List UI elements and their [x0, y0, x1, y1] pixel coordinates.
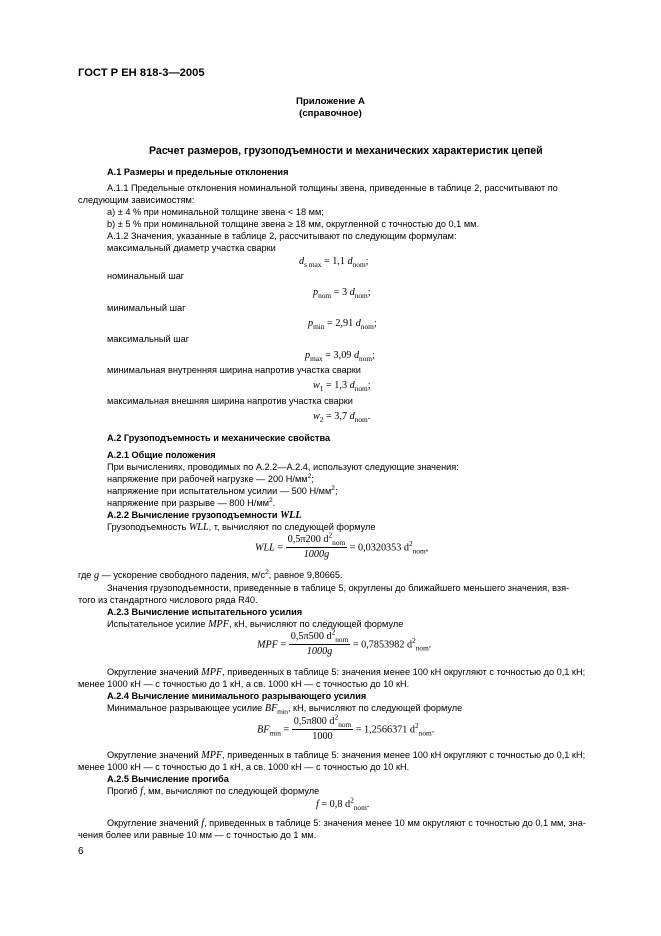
a21-stress-working: напряжение при рабочей нагрузке — 200 $Н/мм^2$;	[107, 472, 314, 484]
a22-note-line1: Значения грузоподъемности, приведенные в таблице 5, округлены до ближайшего меньшего значения, взя-	[107, 583, 570, 593]
a23-rounding-line1: Округление значений MPF, приведенных в таблице 5: значения менее 100 кН округляют с точностью до 0,1 кН;	[107, 667, 586, 678]
a24-paragraph: Минимальное разрывающее усилие $BF_{min}$, кН, вычисляют по следующей формуле	[107, 703, 463, 716]
list-item-a: а) ± 4 % при номинальной толщине звена < 18 мм;	[107, 207, 324, 217]
a25-heading: А.2.5 Вычисление прогиба	[107, 774, 229, 784]
a25-paragraph: Прогиб f, мм, вычисляют по следующей формуле	[107, 786, 320, 797]
formula-ds-max: $d_{s max} = 1,1$ $d_{nom}$;	[299, 256, 369, 270]
label-ds-max: максимальный диаметр участка сварки	[107, 243, 276, 253]
a11-paragraph-line2: следующим зависимостям:	[78, 195, 195, 205]
a24-heading: А.2.4 Вычисление минимального разрывающего усилия	[107, 691, 367, 701]
a11-paragraph-line1: А.1.1 Предельные отклонения номинальной толщины звена, приведенные в таблице 2, рассчитывают по	[107, 183, 558, 193]
a23-rounding-line2: менее 1000 кН — с точностью до 1 кН, а св. 1000 кН — с точностью до 10 кН.	[78, 679, 410, 689]
formula-p-max: $p_{max} = 3,09$ $d_{nom}$;	[305, 350, 375, 364]
a21-heading: А.2.1 Общие положения	[107, 450, 216, 460]
list-item-b: b) ± 5 % при номинальной толщине звена ≥ 18 мм, округленной с точностью до 0,1 мм.	[107, 219, 480, 229]
a24-rounding-line2: менее 1000 кН — с точностью до 1 кН, а св. 1000 кН — с точностью до 10 кН.	[78, 762, 410, 772]
section-a1-heading: А.1 Размеры и предельные отклонения	[107, 167, 289, 177]
label-p-nom: номинальный шаг	[107, 271, 185, 281]
section-a2-heading: А.2 Грузоподъемность и механические свойства	[107, 433, 331, 443]
g-definition: где g — ускорение свободного падения, $м/с^2$, равное 9,80665.	[78, 568, 343, 581]
a22-note-line2: того из стандартного числового ряда R40.	[78, 595, 258, 605]
a22-heading: А.2.2 Вычисление грузоподъемности WLL	[107, 510, 302, 521]
page-number: 6	[78, 846, 84, 857]
a23-paragraph: Испытательное усилие MPF, кН, вычисляют по следующей формуле	[107, 619, 404, 630]
a25-rounding-line2: чения более или равные 10 мм — с точностью до 1 мм.	[78, 830, 317, 840]
formula-mpf: MPF = $\frac{0,5\pi 500 d^2_{nom}}{1000g}$ = 0,7853982 $d^2_{nom}$.	[257, 627, 432, 658]
a24-rounding-line1: Округление значений MPF, приведенных в таблице 5: значения менее 100 кН округляют с точностью до 0,1 кН;	[107, 750, 586, 761]
annex-kind: (справочное)	[299, 108, 362, 119]
standard-header: ГОСТ Р ЕН 818-3—2005	[78, 67, 205, 79]
a21-stress-break: напряжение при разрыве — 800 $Н/мм^2$.	[107, 496, 276, 508]
formula-p-min: $p_{min} = 2,91$ $d_{nom}$;	[308, 318, 377, 332]
a25-rounding-line1: Округление значений f, приведенных в таблице 5: значения менее 10 мм округляют с точностью до 0,1 мм, зна-	[107, 818, 586, 829]
label-p-min: минимальный шаг	[107, 303, 186, 313]
a23-heading: А.2.3 Вычисление испытательного усилия	[107, 607, 303, 617]
a21-paragraph: При вычислениях, проводимых по А.2.2—А.2.4, используют следующие значения:	[107, 462, 459, 472]
formula-w2: $w_2 = 3,7$ $d_{nom}$.	[313, 411, 371, 425]
formula-wll: WLL = $\frac{0,5\pi 200 d^2_{nom}}{1000g}$ = 0,0320353 $d^2_{nom}$,	[255, 530, 429, 561]
a12-paragraph: А.1.2 Значения, указанные в таблице 2, рассчитывают по следующим формулам:	[107, 231, 457, 241]
formula-p-nom: $p_{nom} = 3$ $d_{nom}$;	[313, 287, 371, 301]
label-w2: максимальная внешняя ширина напротив участка сварки	[107, 396, 353, 406]
formula-bf-min: $BF_{min}$ = $\frac{0,5\pi 800 d^2_{nom}}{1000}$ = 1,2566371 $d^2_{nom}$.	[257, 712, 435, 743]
formula-w1: $w_1 = 1,3$ $d_{nom}$;	[313, 380, 371, 394]
annex-title: Приложение А	[296, 96, 365, 107]
formula-f: f = 0,8 $d^2_{nom}$.	[316, 795, 370, 813]
a22-paragraph: Грузоподъемность WLL, т, вычисляют по следующей формуле	[107, 522, 376, 533]
label-w1: минимальная внутренняя ширина напротив участка сварки	[107, 365, 361, 375]
label-p-max: максимальный шаг	[107, 334, 190, 344]
a21-stress-test: напряжение при испытательном усилии — 500 $Н/мм^2$;	[107, 484, 338, 496]
main-title: Расчет размеров, грузоподъемности и механических характеристик цепей	[149, 145, 543, 157]
